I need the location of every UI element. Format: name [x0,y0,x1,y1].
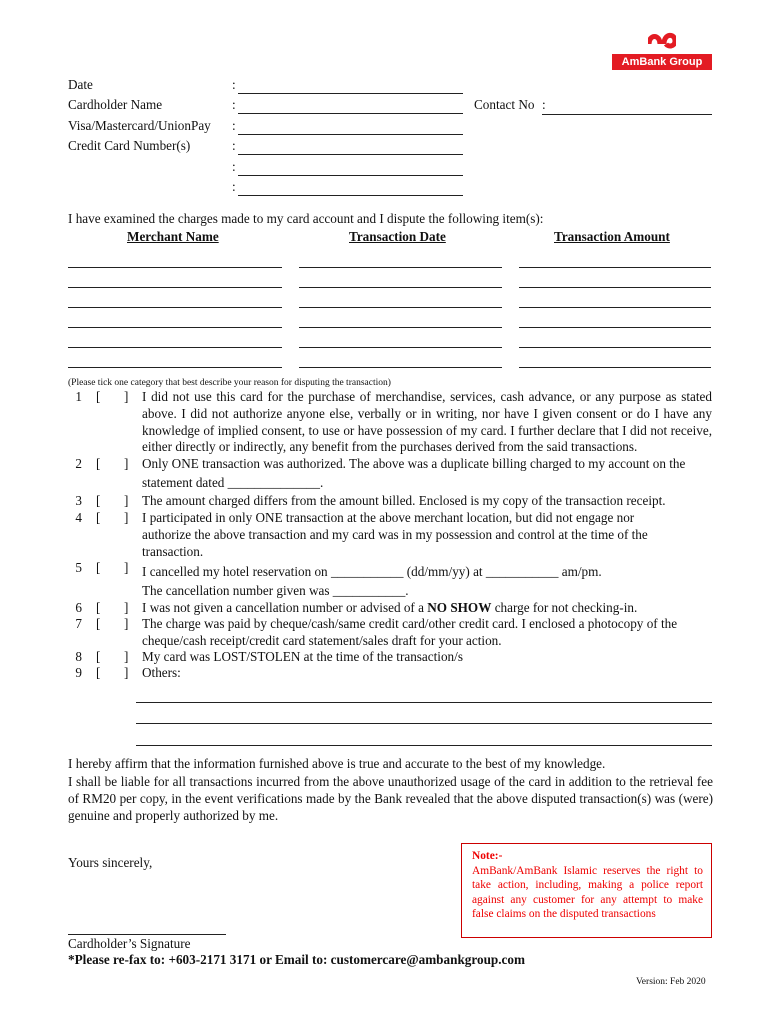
checkbox-open[interactable]: [ [96,456,101,471]
checkbox-close[interactable]: ] [124,665,129,680]
merchant-name-entry-line[interactable] [68,307,282,308]
transaction-amount-header: Transaction Amount [554,229,670,244]
reason-text: I did not use this card for the purchase of merchandise, services, cash advance, or any purpose as stated above. I did not authorize anyone else, verbally or in writing, nor have I given consent or do I have any knowledge of implied consent, to use or have possession of my card. I further declare that I did not receive, either directly or indirectly, any benefit from the purchases derived from the said transactions. [142,389,712,455]
colon: : [232,77,236,92]
checkbox-close[interactable]: ] [124,510,129,525]
others-line-3[interactable] [136,745,712,746]
transaction-date-entry-line[interactable] [299,307,502,308]
card-number-field-3[interactable] [238,195,463,196]
reason-text: The amount charged differs from the amount billed. Enclosed is my copy of the transaction receipt. [142,493,666,508]
merchant-name-header: Merchant Name [127,229,219,244]
transaction-amount-entry-line[interactable] [519,287,711,288]
colon: : [232,97,236,112]
checkbox-close[interactable]: ] [124,649,129,664]
transaction-amount-entry-line[interactable] [519,327,711,328]
reason-number: 5 [75,560,82,575]
merchant-name-entry-line[interactable] [68,327,282,328]
checkbox-close[interactable]: ] [124,493,129,508]
checkbox-open[interactable]: [ [96,665,101,680]
reason-number: 7 [75,616,82,631]
dispute-intro: I have examined the charges made to my card account and I dispute the following item(s): [68,211,544,226]
transaction-date-entry-line[interactable] [299,287,502,288]
colon: : [232,179,236,194]
transaction-date-entry-line[interactable] [299,367,502,368]
checkbox-close[interactable]: ] [124,560,129,575]
checkbox-open[interactable]: [ [96,600,101,615]
version-label: Version: Feb 2020 [636,977,706,987]
reason-text-continued: statement dated ______________. [142,475,324,490]
card-number-label: Credit Card Number(s) [68,138,191,153]
checkbox-close[interactable]: ] [124,616,129,631]
card-number-field-1[interactable] [238,154,463,155]
merchant-name-entry-line[interactable] [68,287,282,288]
reason-text: The charge was paid by cheque/cash/same credit card/other credit card. I enclosed a photocopy of the cheque/cash receipt/credit card statement/sales draft for your action. [142,616,678,648]
transaction-amount-entry-line[interactable] [519,367,711,368]
reason-text-pre: I was not given a cancellation number or advised of a [142,600,428,615]
reason-number: 2 [75,456,82,471]
signature-label: Cardholder’s Signature [68,936,191,951]
merchant-name-entry-line[interactable] [68,267,282,268]
colon: : [232,159,236,174]
colon: : [232,138,236,153]
transaction-date-entry-line[interactable] [299,327,502,328]
date-field[interactable] [238,93,463,94]
reason-number: 8 [75,649,82,664]
reason-text [142,600,712,617]
transaction-date-entry-line[interactable] [299,347,502,348]
note-box [461,843,712,938]
reason-text: I participated in only ONE transaction at the above merchant location, but did not engage nor authorize the above transaction and my card was in my possession and control at the time of the transaction. [142,510,648,559]
checkbox-close[interactable]: ] [124,389,129,404]
date-label: Date [68,77,93,92]
others-line-1[interactable] [136,702,712,703]
reason-number: 6 [75,600,82,615]
reason-text-continued: The cancellation number given was ___________. [142,583,409,598]
card-number-field-2[interactable] [238,175,463,176]
checkbox-close[interactable]: ] [124,600,129,615]
transaction-amount-entry-line[interactable] [519,267,711,268]
affirmation-line-2: I shall be liable for all transactions incurred from the above unauthorized usage of the card in addition to the retrieval fee of RM20 per copy, in the event verifications made by the Bank revealed that the above disputed transaction(s) was (were) genuine and properly authorized by me. [68,774,713,823]
card-type-label: Visa/Mastercard/UnionPay [68,118,211,133]
note-title: Note:- [472,850,503,862]
transaction-date-entry-line[interactable] [299,267,502,268]
reason-text: Others: [142,665,181,680]
refax-instruction: *Please re-fax to: +603-2171 3171 or Email to: customercare@ambankgroup.com [68,952,525,967]
reason-text-post: charge for not checking-in. [491,600,638,615]
checkbox-open[interactable]: [ [96,616,101,631]
reason-number: 4 [75,510,82,525]
reason-text: I cancelled my hotel reservation on ___________ (dd/mm/yy) at ___________ am/pm. [142,564,602,579]
checkbox-open[interactable]: [ [96,510,101,525]
cardholder-name-label: Cardholder Name [68,97,163,112]
reason-text: Only ONE transaction was authorized. The above was a duplicate billing charged to my account on the [142,456,686,471]
transaction-amount-entry-line[interactable] [519,347,711,348]
checkbox-open[interactable]: [ [96,560,101,575]
ambank-logo-icon [648,30,676,50]
reason-text: My card was LOST/STOLEN at the time of the transaction/s [142,649,463,664]
no-show-emphasis: NO SHOW [427,600,492,615]
signature-line[interactable] [68,934,226,935]
merchant-name-entry-line[interactable] [68,347,282,348]
others-line-2[interactable] [136,723,712,724]
colon: : [232,118,236,133]
checkbox-open[interactable]: [ [96,493,101,508]
transaction-date-header: Transaction Date [349,229,446,244]
cardholder-name-field[interactable] [238,113,463,114]
transaction-amount-entry-line[interactable] [519,307,711,308]
contact-no-field[interactable] [542,114,712,115]
note-body: AmBank/AmBank Islamic reserves the right to take action, including, making a police report against any customer for any attempt to make false claims on the disputed transactions [472,864,703,921]
reason-instruction: (Please tick one category that best describe your reason for disputing the transaction) [68,378,391,388]
salutation: Yours sincerely, [68,855,153,870]
checkbox-open[interactable]: [ [96,649,101,664]
colon: : [542,97,546,112]
reason-number: 1 [75,389,82,404]
logo-text: AmBank Group [612,54,712,70]
card-type-field[interactable] [238,134,463,135]
reason-number: 3 [75,493,82,508]
checkbox-open[interactable]: [ [96,389,101,404]
checkbox-close[interactable]: ] [124,456,129,471]
merchant-name-entry-line[interactable] [68,367,282,368]
reason-number: 9 [75,665,82,680]
contact-no-label: Contact No [474,97,535,112]
affirmation-line-1: I hereby affirm that the information furnished above is true and accurate to the best of my knowledge. [68,756,606,771]
